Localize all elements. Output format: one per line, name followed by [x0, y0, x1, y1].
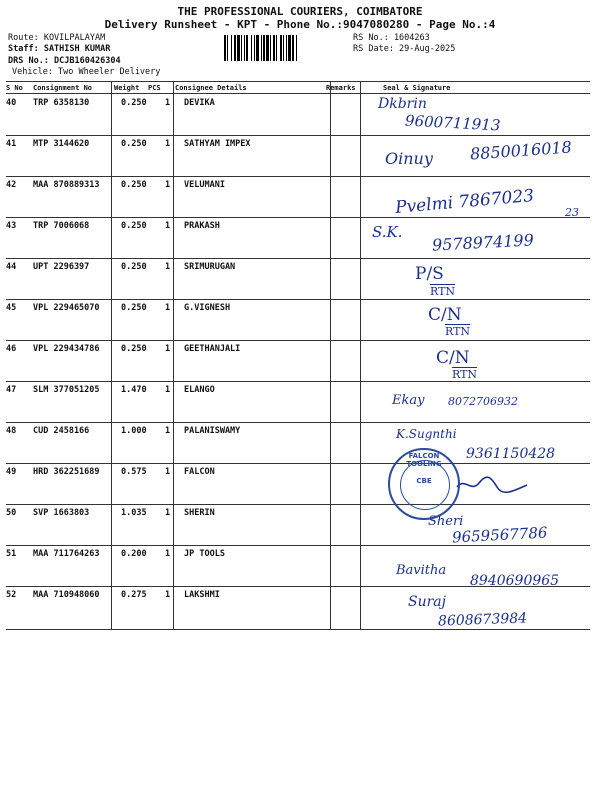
row-consignment: TRP 7006068	[33, 221, 90, 231]
row-phone: 8608673984	[437, 610, 528, 630]
row-pcs: 1	[165, 344, 171, 354]
row-signature: Sheri	[428, 514, 464, 529]
row-consignee: FALCON	[184, 467, 215, 477]
row-consignee: PRAKASH	[184, 221, 220, 231]
row-consignee: GEETHANJALI	[184, 344, 241, 354]
company-title: THE PROFESSIONAL COURIERS, COIMBATORE	[177, 5, 423, 18]
row-consignee: ELANGO	[184, 385, 215, 395]
row-sno: 40	[6, 98, 17, 108]
row-consignee: SATHYAM IMPEX	[184, 139, 251, 149]
table-row	[0, 586, 600, 630]
row-consignment: UPT 2296397	[33, 262, 90, 272]
row-consignment: TRP 6358130	[33, 98, 90, 108]
table-row	[0, 217, 600, 258]
table-row	[0, 504, 600, 545]
row-weight: 0.250	[121, 303, 147, 313]
signature-scribble	[455, 473, 530, 495]
row-sno: 49	[6, 467, 17, 477]
rs-date: RS Date: 29-Aug-2025	[353, 44, 456, 54]
row-signature: Pvelmi 7867023	[394, 185, 535, 219]
row-consignment: MTP 3144620	[33, 139, 90, 149]
row-consignment: MAA 870889313	[33, 180, 100, 190]
col-header-consignee: Consignee Details	[175, 84, 247, 92]
col-header-consignment: Consignment No	[33, 84, 93, 92]
row-sno: 45	[6, 303, 17, 313]
row-consignee: LAKSHMI	[184, 590, 220, 600]
col-header-sno: S No	[6, 84, 23, 92]
col-header-remarks: Remarks	[326, 84, 356, 92]
row-consignee: PALANISWAMY	[184, 426, 241, 436]
row-consignment: VPL 229465070	[33, 303, 100, 313]
row-sno: 52	[6, 590, 17, 600]
row-signature: C/N	[428, 305, 462, 325]
row-phone: 9659567786	[451, 523, 548, 547]
row-weight: 0.250	[121, 262, 147, 272]
row-phone: 8850016018	[469, 137, 573, 164]
row-pcs: 1	[165, 385, 171, 395]
row-weight: 0.250	[121, 180, 147, 190]
row-pcs: 1	[165, 590, 171, 600]
row-sno: 43	[6, 221, 17, 231]
table-row	[0, 258, 600, 299]
row-weight: 0.250	[121, 221, 147, 231]
row-pcs: 1	[165, 508, 171, 518]
row-signature: S.K.	[372, 223, 403, 241]
row-consignment: MAA 710948060	[33, 590, 100, 600]
row-sno: 51	[6, 549, 17, 559]
row-signature: Oinuy	[385, 149, 433, 168]
row-consignment: SVP 1663803	[33, 508, 90, 518]
row-remark: RTN	[445, 325, 471, 338]
row-consignment: MAA 711764263	[33, 549, 100, 559]
row-sno: 44	[6, 262, 17, 272]
staff-label: Staff: SATHISH KUMAR	[8, 44, 111, 54]
drs-number: DRS No.: DCJB160426304	[8, 56, 121, 66]
table-row	[0, 545, 600, 589]
row-pcs: 1	[165, 98, 171, 108]
row-signature: Bavitha	[396, 563, 447, 578]
row-weight: 0.575	[121, 467, 147, 477]
row-phone: 9578974199	[431, 230, 535, 255]
col-header-seal: Seal & Signature	[383, 84, 451, 92]
row-phone: 9600711913	[404, 111, 501, 135]
row-consignee: SHERIN	[184, 508, 215, 518]
barcode	[224, 35, 348, 61]
row-consignee: G.VIGNESH	[184, 303, 231, 313]
row-consignee: SRIMURUGAN	[184, 262, 236, 272]
row-phone: 23	[565, 206, 579, 219]
row-consignee: JP TOOLS	[184, 549, 225, 559]
row-weight: 1.000	[121, 426, 147, 436]
row-sno: 46	[6, 344, 17, 354]
row-signature: K.Sugnthi	[396, 427, 457, 441]
company-stamp	[388, 448, 460, 520]
row-remark: RTN	[430, 285, 456, 298]
row-consignment: SLM 377051205	[33, 385, 100, 395]
rs-number: RS No.: 1604263	[353, 33, 430, 43]
row-pcs: 1	[165, 549, 171, 559]
table-row	[0, 135, 600, 176]
route-label: Route: KOVILPALAYAM	[8, 33, 106, 43]
row-consignment: HRD 362251689	[33, 467, 100, 477]
row-pcs: 1	[165, 303, 171, 313]
row-pcs: 1	[165, 262, 171, 272]
row-signature: Dkbrin	[378, 96, 427, 112]
row-sno: 42	[6, 180, 17, 190]
stamp-top-text: FALCON TOOLING	[406, 452, 442, 468]
table-row	[0, 381, 600, 422]
vehicle-label: Vehicle: Two Wheeler Delivery	[12, 67, 161, 77]
row-signature: P/S	[415, 264, 444, 284]
row-phone: 8072706932	[448, 395, 518, 408]
row-signature: Ekay	[392, 393, 425, 408]
row-weight: 0.275	[121, 590, 147, 600]
row-weight: 1.470	[121, 385, 147, 395]
row-consignment: VPL 229434786	[33, 344, 100, 354]
col-header-pcs: PCS	[148, 84, 161, 92]
row-sno: 47	[6, 385, 17, 395]
row-phone: 8940690965	[470, 573, 560, 589]
row-pcs: 1	[165, 426, 171, 436]
row-consignee: DEVIKA	[184, 98, 215, 108]
row-pcs: 1	[165, 467, 171, 477]
runsheet-subtitle: Delivery Runsheet - KPT - Phone No.:9047080280 - Page No.:4	[104, 18, 496, 31]
row-consignment: CUD 2458166	[33, 426, 90, 436]
barcode-bar	[296, 35, 297, 61]
row-pcs: 1	[165, 180, 171, 190]
table-row	[0, 176, 600, 217]
row-sno: 41	[6, 139, 17, 149]
row-signature: Suraj	[408, 594, 446, 610]
table-row	[0, 422, 600, 463]
stamp-middle-text: CBE	[416, 477, 432, 485]
table-bottom-rule	[6, 629, 590, 630]
col-header-weight: Weight	[114, 84, 140, 92]
row-weight: 0.250	[121, 139, 147, 149]
table-row	[0, 340, 600, 381]
row-phone: 9361150428	[466, 446, 556, 462]
row-weight: 0.250	[121, 98, 147, 108]
row-weight: 0.200	[121, 549, 147, 559]
table-top-rule	[6, 81, 590, 82]
row-pcs: 1	[165, 221, 171, 231]
row-remark: RTN	[452, 368, 478, 381]
row-sno: 48	[6, 426, 17, 436]
row-consignee: VELUMANI	[184, 180, 225, 190]
table-row	[0, 299, 600, 340]
table-row	[0, 94, 600, 135]
row-pcs: 1	[165, 139, 171, 149]
row-weight: 1.035	[121, 508, 147, 518]
row-sno: 50	[6, 508, 17, 518]
row-weight: 0.250	[121, 344, 147, 354]
row-signature: C/N	[436, 348, 470, 368]
table-row	[0, 463, 600, 504]
